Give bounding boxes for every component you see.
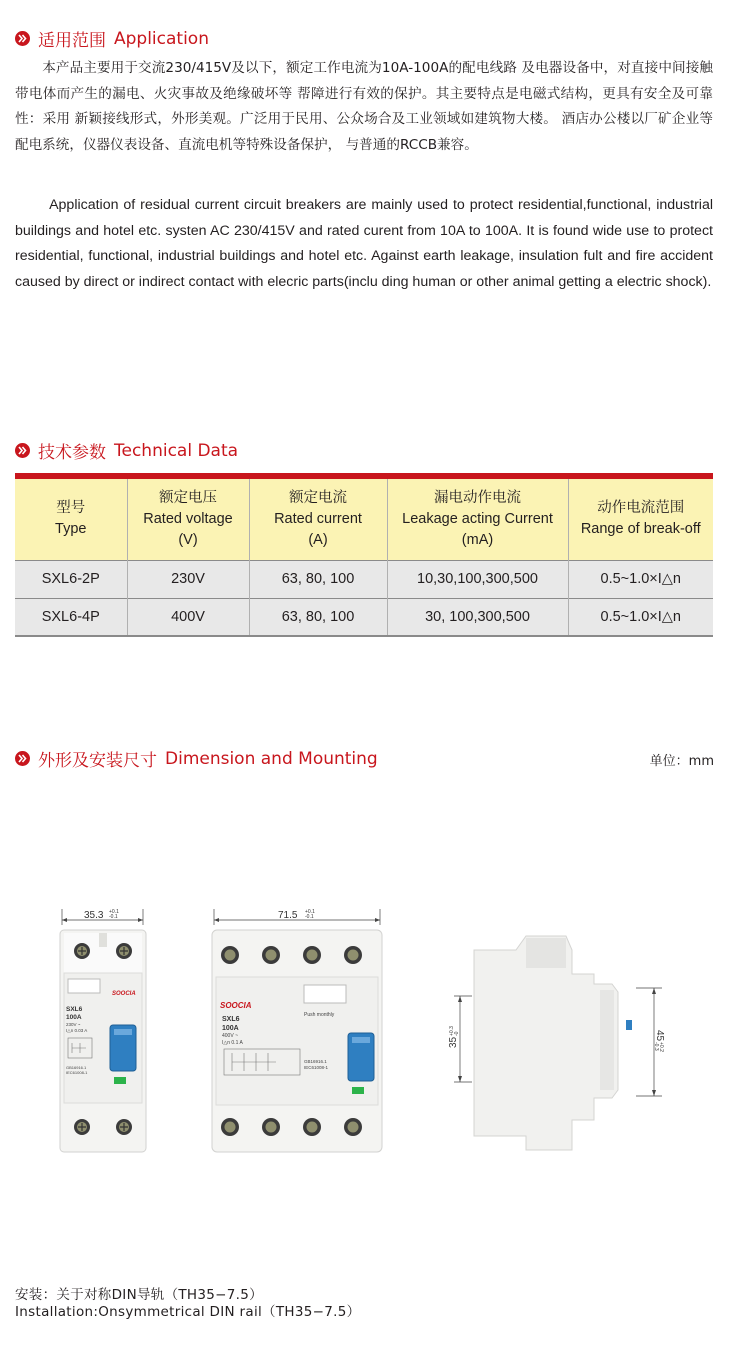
cell-voltage: 400V [127, 598, 249, 636]
cell-current: 63, 80, 100 [249, 560, 387, 598]
header-type: 型号 Type [15, 479, 127, 560]
svg-text:+0.3: +0.3 [449, 1026, 455, 1036]
toggle-handle-icon [626, 1020, 632, 1030]
dimension-title-en: Dimension and Mounting [165, 748, 378, 769]
application-title-en: Application [114, 28, 209, 49]
chevron-right-icon [15, 443, 30, 458]
technical-data-table [15, 473, 713, 637]
cell-leakage: 10,30,100,300,500 [387, 560, 568, 598]
width-label: 35.3 [84, 910, 104, 921]
cell-type: SXL6-2P [15, 560, 127, 598]
application-heading [15, 26, 209, 51]
svg-text:+0.1: +0.1 [305, 909, 315, 915]
header-rated-voltage: 额定电压 Rated voltage (V) [127, 479, 249, 560]
svg-text:-0.1: -0.1 [305, 914, 314, 920]
indicator-icon [114, 1077, 126, 1084]
cell-range: 0.5~1.0×I△n [568, 560, 713, 598]
svg-text:-0.1: -0.1 [109, 914, 118, 920]
svg-text:Push monthly: Push monthly [304, 1012, 335, 1018]
unit-label: 单位：mm [649, 754, 714, 769]
cell-current: 63, 80, 100 [249, 598, 387, 636]
header-rated-current: 额定电流 Rated current (A) [249, 479, 387, 560]
svg-text:I△n 0.03 A: I△n 0.03 A [66, 1028, 88, 1033]
cell-voltage: 230V [127, 560, 249, 598]
rccb-2p-front-view [54, 905, 154, 1155]
svg-text:-0: -0 [454, 1031, 460, 1036]
application-paragraph-en: Application of residual current circuit breakers are mainly used to protect residential,functional, industrial buildings and hotel etc. systen AC 230/415V and rated curent from 10A to 100A. It is found wide use to protect residential, functional, industrial buildings and hotel etc. Against earth leakage, insulation fult and fire accident caused by direct or indirect contact with elecric parts(inclu ding human or other animal getting a electric shock). [15, 197, 713, 290]
table-row [15, 560, 713, 598]
height-label: 35 [448, 1036, 459, 1048]
svg-text:+0.2: +0.2 [658, 1042, 664, 1052]
chevron-right-icon [15, 751, 30, 766]
svg-text:IEC61008-1: IEC61008-1 [304, 1065, 329, 1070]
svg-text:GB16916.1: GB16916.1 [66, 1065, 87, 1070]
svg-text:100A: 100A [222, 1025, 239, 1032]
indicator-icon [352, 1087, 364, 1094]
rccb-side-view [440, 930, 680, 1160]
svg-text:GB16916.1: GB16916.1 [304, 1059, 327, 1064]
installation-note-cn: 安装：关于对称DIN导轨（TH35−7.5） [15, 1287, 263, 1303]
cell-leakage: 30, 100,300,500 [387, 598, 568, 636]
header-leakage-current: 漏电动作电流 Leakage acting Current (mA) [387, 479, 568, 560]
dimension-heading [15, 746, 378, 771]
svg-text:100A: 100A [66, 1014, 82, 1021]
height2-label: 45 [654, 1030, 665, 1042]
application-title-cn: 适用范围 [38, 31, 106, 51]
installation-note-en: Installation:Onsymmetrical DIN rail（TH35−7.5） [15, 1304, 361, 1320]
svg-text:-0.3: -0.3 [653, 1042, 659, 1051]
table-row [15, 598, 713, 636]
cell-type: SXL6-4P [15, 598, 127, 636]
svg-text:+0.1: +0.1 [109, 909, 119, 915]
svg-text:IEC61008-1: IEC61008-1 [66, 1070, 88, 1075]
header-break-off-range: 动作电流范围 Range of break-off [580, 500, 701, 538]
dimension-title-cn: 外形及安装尺寸 [38, 751, 157, 771]
svg-text:SXL6: SXL6 [66, 1006, 83, 1013]
table-header-row [15, 479, 713, 560]
width-label: 71.5 [278, 910, 298, 921]
technical-title-cn: 技术参数 [38, 443, 106, 463]
technical-heading [15, 438, 238, 463]
technical-title-en: Technical Data [114, 440, 239, 461]
svg-text:SXL6: SXL6 [222, 1016, 240, 1023]
svg-text:I△n 0.1 A: I△n 0.1 A [222, 1040, 243, 1046]
svg-text:230V ~: 230V ~ [66, 1022, 81, 1027]
chevron-right-icon [15, 31, 30, 46]
application-paragraph-cn: 本产品主要用于交流230/415V及以下，额定工作电流为10A-100A的配电线路 及电器设备中，对直接中间接触带电体而产生的漏电、火灾事故及绝缘破坏等 帮障进行有效的保护。其主要特点是电磁式结构，更具有安全及可靠性：采用 新颖接线形式，外形美观。广泛用于民用、公众场合及工业领域如建筑物大楼。 酒店办公楼以厂矿企业等配电系统，仪器仪表设备、直流电机等特殊设备保护， 与普通的RCCB兼容。 [15, 60, 713, 153]
svg-text:SOOCIA: SOOCIA [112, 991, 136, 997]
rccb-4p-front-view [208, 905, 388, 1155]
cell-range: 0.5~1.0×I△n [568, 598, 713, 636]
svg-text:400V ~: 400V ~ [222, 1033, 238, 1039]
svg-text:SOOCIA: SOOCIA [220, 1001, 252, 1010]
